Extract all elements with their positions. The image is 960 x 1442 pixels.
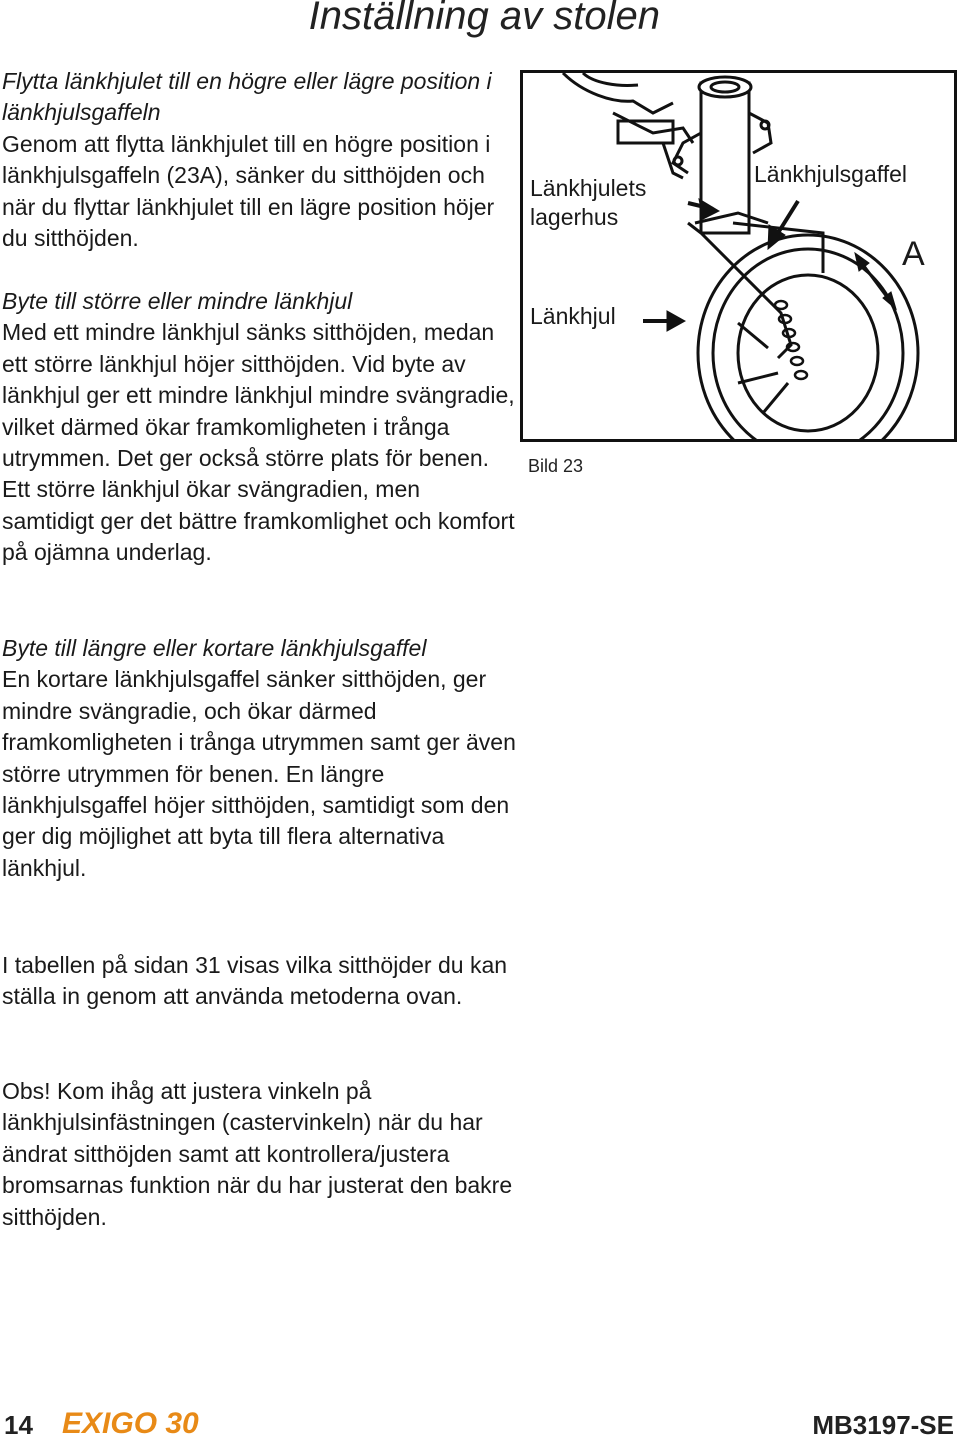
section-heading: Byte till större eller mindre länkhjul xyxy=(2,288,353,314)
table-note: I tabellen på sidan 31 visas vilka sitthöjder du kan ställa in genom att använda metoderna ovan. xyxy=(2,952,508,1010)
section-heading: Flytta länkhjulet till en högre eller lägre position i länkhjulsgaffeln xyxy=(2,68,492,126)
label-caster-fork: Länkhjulsgaffel xyxy=(754,161,908,187)
section-position xyxy=(2,66,517,254)
label-caster-wheel: Länkhjul xyxy=(530,303,616,329)
label-A: A xyxy=(902,235,925,273)
page-title: Inställning av stolen xyxy=(308,0,660,38)
figure-caption: Bild 23 xyxy=(528,456,584,476)
section-wheel xyxy=(2,286,517,569)
page-number: 14 xyxy=(4,1410,33,1440)
section-body: Genom att flytta länkhjulet till en högre position i länkhjulsgaffeln (23A), sänker du sitthöjden och när du flyttar länkhjulet till en lägre position höjer du sitthöjden. xyxy=(2,130,495,252)
section-heading: Byte till längre eller kortare länkhjulsgaffel xyxy=(2,635,427,661)
obs-note: Obs! Kom ihåg att justera vinkeln på länkhjulsinfästningen (castervinkeln) när du har ändrat sitthöjden samt att kontrollera/justera bromsarnas funktion när du har justerat den bakre sitthöjden. xyxy=(2,1078,513,1230)
section-body: Med ett mindre länkhjul sänks sitthöjden, medan ett större länkhjul höjer sitthöjden. Vid byte av länkhjul ger ett mindre länkhjul mindre svängradie, vilket därmed ökar framkomligheten i trånga utrymmen. Det ger också större plats för benen. Ett större länkhjul ökar svängradien, men samtidigt ger det bättre framkomlighet och komfort på ojämna underlag. xyxy=(2,319,515,566)
caster-fork-drawing xyxy=(523,73,954,439)
section-fork xyxy=(2,633,517,884)
caster-illustration xyxy=(520,70,957,442)
exigo-logo xyxy=(62,1408,242,1438)
document-code: MB3197-SE xyxy=(812,1410,954,1440)
logo-text: EXIGO 30 xyxy=(62,1408,199,1438)
label-bearing-housing: Länkhjulets lagerhus xyxy=(530,175,647,230)
figure-23 xyxy=(520,70,960,490)
section-body: En kortare länkhjulsgaffel sänker sitthöjden, ger mindre svängradie, och ökar därmed framkomligheten i trånga utrymmen samt ger även större utrymmen för benen. En längre länkhjulsgaffel höjer sitthöjden, samtidigt som den ger dig möjlighet att byta till flera alternativa länkhjul. xyxy=(2,666,516,881)
